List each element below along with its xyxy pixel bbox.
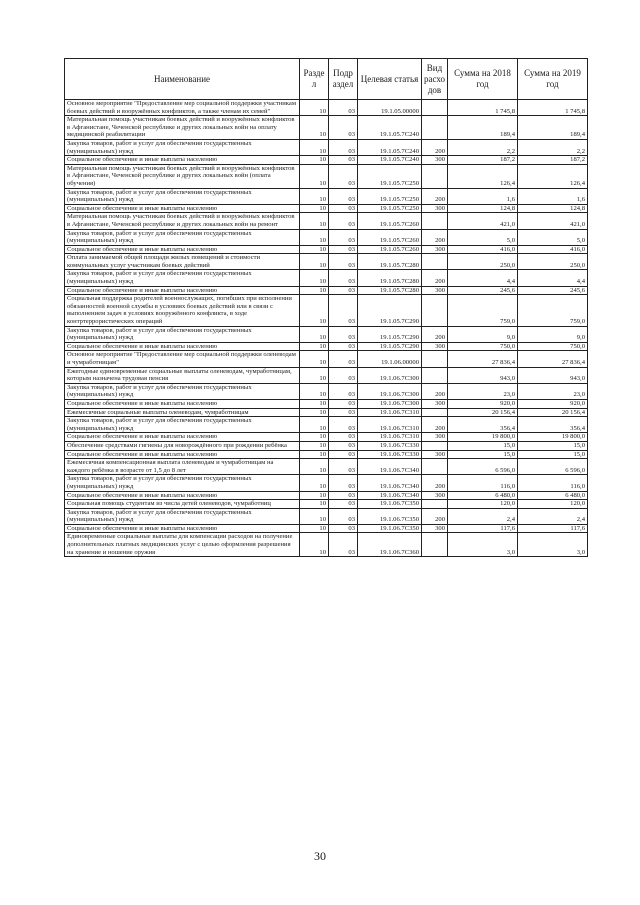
cell-podrazdel: 03 bbox=[329, 295, 358, 326]
header-name: Наименование bbox=[65, 59, 300, 100]
cell-podrazdel: 03 bbox=[329, 351, 358, 367]
cell-sum-2018: 759,0 bbox=[448, 295, 518, 326]
cell-sum-2019: 5,0 bbox=[518, 229, 588, 245]
cell-razdel: 10 bbox=[300, 417, 329, 433]
cell-sum-2019: 120,0 bbox=[518, 500, 588, 509]
cell-target-article: 19.1.05.7С250 bbox=[358, 188, 422, 204]
cell-name: Закупка товаров, работ и услуг для обеспечения государственных (муниципальных) нужд bbox=[65, 475, 300, 491]
cell-podrazdel: 03 bbox=[329, 204, 358, 213]
cell-podrazdel: 03 bbox=[329, 326, 358, 342]
cell-podrazdel: 03 bbox=[329, 417, 358, 433]
cell-razdel: 10 bbox=[300, 204, 329, 213]
cell-expense-type bbox=[422, 441, 448, 450]
cell-name: Закупка товаров, работ и услуг для обеспечения государственных (муниципальных) нужд bbox=[65, 508, 300, 524]
cell-expense-type bbox=[422, 500, 448, 509]
cell-target-article: 19.1.05.7С260 bbox=[358, 213, 422, 229]
cell-sum-2018: 27 836,4 bbox=[448, 351, 518, 367]
cell-sum-2019: 2,2 bbox=[518, 139, 588, 155]
cell-name: Социальное обеспечение и иные выплаты населению bbox=[65, 286, 300, 295]
cell-sum-2019: 23,0 bbox=[518, 383, 588, 399]
cell-podrazdel: 03 bbox=[329, 254, 358, 270]
cell-target-article: 19.1.06.7С340 bbox=[358, 491, 422, 500]
cell-target-article: 19.1.05.7С250 bbox=[358, 164, 422, 188]
cell-target-article: 19.1.06.7С300 bbox=[358, 383, 422, 399]
cell-sum-2018: 23,0 bbox=[448, 383, 518, 399]
cell-sum-2018: 920,0 bbox=[448, 399, 518, 408]
cell-name: Основное мероприятие "Предоставление мер социальной поддержки оленеводам и чумработницам" bbox=[65, 351, 300, 367]
cell-razdel: 10 bbox=[300, 116, 329, 140]
cell-razdel: 10 bbox=[300, 213, 329, 229]
cell-razdel: 10 bbox=[300, 367, 329, 383]
header-expense-type: Вид расхо дов bbox=[422, 59, 448, 100]
cell-razdel: 10 bbox=[300, 295, 329, 326]
cell-razdel: 10 bbox=[300, 188, 329, 204]
cell-name: Социальное обеспечение и иные выплаты населению bbox=[65, 399, 300, 408]
cell-podrazdel: 03 bbox=[329, 139, 358, 155]
cell-razdel: 10 bbox=[300, 254, 329, 270]
cell-name: Материальная помощь участникам боевых действий и вооружённых конфликтов в Афганистане, Чеченской республике и других локальных войн (оплата обучения) bbox=[65, 164, 300, 188]
cell-sum-2019: 356,4 bbox=[518, 417, 588, 433]
cell-expense-type bbox=[422, 533, 448, 557]
cell-podrazdel: 03 bbox=[329, 367, 358, 383]
cell-expense-type: 300 bbox=[422, 245, 448, 254]
cell-target-article: 19.1.06.7С330 bbox=[358, 450, 422, 459]
cell-sum-2018: 3,0 bbox=[448, 533, 518, 557]
table-row bbox=[65, 441, 588, 450]
budget-table bbox=[64, 58, 588, 557]
cell-sum-2018: 2,4 bbox=[448, 508, 518, 524]
cell-sum-2018: 943,0 bbox=[448, 367, 518, 383]
cell-name: Единовременные социальные выплаты для компенсации расходов на получение дополнительных платных медицинских услуг с целью оформления разрешения на хранение и ношение оружия bbox=[65, 533, 300, 557]
cell-target-article: 19.1.06.7С350 bbox=[358, 500, 422, 509]
cell-expense-type: 300 bbox=[422, 450, 448, 459]
cell-podrazdel: 03 bbox=[329, 286, 358, 295]
cell-name: Закупка товаров, работ и услуг для обеспечения государственных (муниципальных) нужд bbox=[65, 326, 300, 342]
cell-sum-2018: 9,0 bbox=[448, 326, 518, 342]
cell-sum-2018: 1 745,8 bbox=[448, 100, 518, 116]
cell-expense-type: 200 bbox=[422, 270, 448, 286]
cell-target-article: 19.1.06.7С310 bbox=[358, 433, 422, 442]
cell-sum-2018: 750,0 bbox=[448, 342, 518, 351]
cell-sum-2019: 6 596,0 bbox=[518, 459, 588, 475]
table-row bbox=[65, 116, 588, 140]
table-row bbox=[65, 433, 588, 442]
cell-target-article: 19.1.05.7С290 bbox=[358, 295, 422, 326]
cell-target-article: 19.1.05.7С280 bbox=[358, 286, 422, 295]
page-number: 30 bbox=[314, 849, 326, 863]
table-row bbox=[65, 417, 588, 433]
cell-sum-2018: 6 480,0 bbox=[448, 491, 518, 500]
cell-razdel: 10 bbox=[300, 399, 329, 408]
table-row bbox=[65, 500, 588, 509]
cell-razdel: 10 bbox=[300, 500, 329, 509]
cell-sum-2019: 15,0 bbox=[518, 450, 588, 459]
cell-name: Ежегодные единовременные социальные выплаты оленеводам, чумработницам, которым назначена трудовая пенсия bbox=[65, 367, 300, 383]
cell-sum-2018: 19 800,0 bbox=[448, 433, 518, 442]
header-sum-2018: Сумма на 2018 год bbox=[448, 59, 518, 100]
cell-razdel: 10 bbox=[300, 459, 329, 475]
cell-sum-2018: 2,2 bbox=[448, 139, 518, 155]
cell-razdel: 10 bbox=[300, 342, 329, 351]
table-row bbox=[65, 188, 588, 204]
cell-name: Социальное обеспечение и иные выплаты населению bbox=[65, 204, 300, 213]
cell-sum-2018: 245,6 bbox=[448, 286, 518, 295]
cell-name: Социальная поддержка родителей военнослужащих, погибших при исполнении обязанностей военной службы в условиях боевых действий или в связи с выполнением задач в условиях вооружённого конфликта, в ходе контртеррористических операций bbox=[65, 295, 300, 326]
cell-target-article: 19.1.06.7С310 bbox=[358, 408, 422, 417]
cell-sum-2019: 421,0 bbox=[518, 213, 588, 229]
cell-target-article: 19.1.05.7С260 bbox=[358, 245, 422, 254]
cell-sum-2019: 245,6 bbox=[518, 286, 588, 295]
cell-sum-2018: 189,4 bbox=[448, 116, 518, 140]
cell-name: Материальная помощь участникам боевых действий и вооружённых конфликтов в Афганистане, Чеченской республике и других локальных войн на ремонт bbox=[65, 213, 300, 229]
table-row bbox=[65, 295, 588, 326]
cell-expense-type: 200 bbox=[422, 475, 448, 491]
cell-name: Социальное обеспечение и иные выплаты населению bbox=[65, 524, 300, 533]
cell-sum-2019: 1 745,8 bbox=[518, 100, 588, 116]
cell-target-article: 19.1.06.7С300 bbox=[358, 399, 422, 408]
cell-target-article: 19.1.06.7С330 bbox=[358, 441, 422, 450]
cell-target-article: 19.1.05.7С290 bbox=[358, 342, 422, 351]
cell-name: Ежемесячные социальные выплаты оленеводам, чумработницам bbox=[65, 408, 300, 417]
cell-expense-type bbox=[422, 164, 448, 188]
cell-name: Закупка товаров, работ и услуг для обеспечения государственных (муниципальных) нужд bbox=[65, 417, 300, 433]
cell-sum-2018: 120,0 bbox=[448, 500, 518, 509]
table-row bbox=[65, 508, 588, 524]
table-row bbox=[65, 450, 588, 459]
cell-target-article: 19.1.06.7С350 bbox=[358, 524, 422, 533]
cell-expense-type bbox=[422, 100, 448, 116]
table-row bbox=[65, 286, 588, 295]
cell-sum-2019: 6 480,0 bbox=[518, 491, 588, 500]
cell-razdel: 10 bbox=[300, 286, 329, 295]
cell-target-article: 19.1.06.7С300 bbox=[358, 367, 422, 383]
cell-expense-type: 300 bbox=[422, 491, 448, 500]
cell-razdel: 10 bbox=[300, 351, 329, 367]
cell-podrazdel: 03 bbox=[329, 270, 358, 286]
cell-podrazdel: 03 bbox=[329, 491, 358, 500]
cell-name: Социальное обеспечение и иные выплаты населению bbox=[65, 433, 300, 442]
cell-sum-2018: 421,0 bbox=[448, 213, 518, 229]
header-podrazdel: Подр аздел bbox=[329, 59, 358, 100]
cell-sum-2019: 2,4 bbox=[518, 508, 588, 524]
cell-expense-type: 200 bbox=[422, 508, 448, 524]
cell-razdel: 10 bbox=[300, 229, 329, 245]
cell-expense-type: 300 bbox=[422, 156, 448, 165]
cell-sum-2019: 189,4 bbox=[518, 116, 588, 140]
cell-podrazdel: 03 bbox=[329, 383, 358, 399]
cell-name: Закупка товаров, работ и услуг для обеспечения государственных (муниципальных) нужд bbox=[65, 139, 300, 155]
cell-sum-2018: 356,4 bbox=[448, 417, 518, 433]
table-row bbox=[65, 459, 588, 475]
cell-expense-type bbox=[422, 254, 448, 270]
cell-razdel: 10 bbox=[300, 383, 329, 399]
cell-podrazdel: 03 bbox=[329, 116, 358, 140]
cell-sum-2018: 6 596,0 bbox=[448, 459, 518, 475]
cell-target-article: 19.1.06.7С350 bbox=[358, 508, 422, 524]
cell-expense-type: 200 bbox=[422, 188, 448, 204]
cell-expense-type bbox=[422, 408, 448, 417]
cell-podrazdel: 03 bbox=[329, 533, 358, 557]
cell-sum-2018: 5,0 bbox=[448, 229, 518, 245]
cell-razdel: 10 bbox=[300, 524, 329, 533]
cell-name: Закупка товаров, работ и услуг для обеспечения государственных (муниципальных) нужд bbox=[65, 188, 300, 204]
cell-razdel: 10 bbox=[300, 533, 329, 557]
cell-name: Социальное обеспечение и иные выплаты населению bbox=[65, 156, 300, 165]
cell-podrazdel: 03 bbox=[329, 450, 358, 459]
table-row bbox=[65, 351, 588, 367]
table-row bbox=[65, 491, 588, 500]
cell-razdel: 10 bbox=[300, 270, 329, 286]
cell-target-article: 19.1.05.00000 bbox=[358, 100, 422, 116]
cell-sum-2018: 124,8 bbox=[448, 204, 518, 213]
cell-name: Социальное обеспечение и иные выплаты населению bbox=[65, 491, 300, 500]
cell-sum-2019: 1,6 bbox=[518, 188, 588, 204]
cell-name: Социальное обеспечение и иные выплаты населению bbox=[65, 450, 300, 459]
cell-podrazdel: 03 bbox=[329, 188, 358, 204]
cell-razdel: 10 bbox=[300, 433, 329, 442]
cell-expense-type: 300 bbox=[422, 342, 448, 351]
table-row bbox=[65, 254, 588, 270]
cell-expense-type bbox=[422, 295, 448, 326]
cell-expense-type bbox=[422, 351, 448, 367]
cell-expense-type: 200 bbox=[422, 417, 448, 433]
cell-expense-type: 300 bbox=[422, 399, 448, 408]
table-row bbox=[65, 270, 588, 286]
cell-razdel: 10 bbox=[300, 100, 329, 116]
cell-expense-type bbox=[422, 213, 448, 229]
cell-target-article: 19.1.05.7С250 bbox=[358, 204, 422, 213]
cell-razdel: 10 bbox=[300, 441, 329, 450]
cell-razdel: 10 bbox=[300, 326, 329, 342]
cell-sum-2019: 117,6 bbox=[518, 524, 588, 533]
cell-sum-2018: 416,0 bbox=[448, 245, 518, 254]
cell-expense-type: 300 bbox=[422, 524, 448, 533]
cell-expense-type bbox=[422, 367, 448, 383]
cell-sum-2018: 1,6 bbox=[448, 188, 518, 204]
table-row bbox=[65, 342, 588, 351]
cell-expense-type: 200 bbox=[422, 229, 448, 245]
cell-sum-2018: 20 156,4 bbox=[448, 408, 518, 417]
table-row bbox=[65, 475, 588, 491]
cell-sum-2018: 15,0 bbox=[448, 450, 518, 459]
cell-sum-2018: 250,0 bbox=[448, 254, 518, 270]
table-row bbox=[65, 229, 588, 245]
cell-target-article: 19.1.05.7С280 bbox=[358, 254, 422, 270]
cell-sum-2019: 3,0 bbox=[518, 533, 588, 557]
cell-sum-2019: 116,0 bbox=[518, 475, 588, 491]
cell-sum-2019: 920,0 bbox=[518, 399, 588, 408]
table-row bbox=[65, 524, 588, 533]
cell-name: Социальное обеспечение и иные выплаты населению bbox=[65, 245, 300, 254]
cell-target-article: 19.1.05.7С240 bbox=[358, 156, 422, 165]
cell-target-article: 19.1.05.7С240 bbox=[358, 139, 422, 155]
cell-razdel: 10 bbox=[300, 475, 329, 491]
cell-sum-2019: 19 800,0 bbox=[518, 433, 588, 442]
cell-expense-type: 300 bbox=[422, 433, 448, 442]
cell-name: Материальная помощь участникам боевых действий и вооружённых конфликтов в Афганистане, Чеченской республике и других локальных войн на оплату медицинской реабилитации bbox=[65, 116, 300, 140]
cell-expense-type: 200 bbox=[422, 139, 448, 155]
table-row bbox=[65, 383, 588, 399]
cell-expense-type bbox=[422, 116, 448, 140]
cell-target-article: 19.1.05.7С240 bbox=[358, 116, 422, 140]
table-row bbox=[65, 213, 588, 229]
cell-target-article: 19.1.06.7С310 bbox=[358, 417, 422, 433]
cell-razdel: 10 bbox=[300, 508, 329, 524]
cell-razdel: 10 bbox=[300, 408, 329, 417]
cell-target-article: 19.1.05.7С260 bbox=[358, 229, 422, 245]
cell-podrazdel: 03 bbox=[329, 213, 358, 229]
cell-sum-2019: 27 836,4 bbox=[518, 351, 588, 367]
table-row bbox=[65, 204, 588, 213]
cell-target-article: 19.1.06.00000 bbox=[358, 351, 422, 367]
cell-sum-2019: 943,0 bbox=[518, 367, 588, 383]
cell-podrazdel: 03 bbox=[329, 399, 358, 408]
cell-sum-2018: 117,6 bbox=[448, 524, 518, 533]
table-row bbox=[65, 399, 588, 408]
cell-sum-2019: 15,0 bbox=[518, 441, 588, 450]
cell-razdel: 10 bbox=[300, 164, 329, 188]
header-razdel: Разде л bbox=[300, 59, 329, 100]
cell-razdel: 10 bbox=[300, 491, 329, 500]
cell-expense-type: 300 bbox=[422, 204, 448, 213]
cell-podrazdel: 03 bbox=[329, 342, 358, 351]
cell-target-article: 19.1.06.7С340 bbox=[358, 459, 422, 475]
table-body bbox=[65, 100, 588, 557]
cell-podrazdel: 03 bbox=[329, 524, 358, 533]
cell-sum-2018: 4,4 bbox=[448, 270, 518, 286]
cell-sum-2019: 750,0 bbox=[518, 342, 588, 351]
cell-podrazdel: 03 bbox=[329, 245, 358, 254]
cell-sum-2019: 4,4 bbox=[518, 270, 588, 286]
cell-sum-2019: 9,0 bbox=[518, 326, 588, 342]
cell-target-article: 19.1.06.7С360 bbox=[358, 533, 422, 557]
cell-razdel: 10 bbox=[300, 450, 329, 459]
cell-name: Оплата занимаемой общей площади жилых помещений и стоимости коммунальных услуг участникам боевых действий bbox=[65, 254, 300, 270]
cell-podrazdel: 03 bbox=[329, 433, 358, 442]
cell-expense-type: 300 bbox=[422, 286, 448, 295]
table-row bbox=[65, 164, 588, 188]
cell-name: Основное мероприятие "Предоставление мер социальной поддержки участникам боевых действий и вооружённых конфликтов, а также членам их семей" bbox=[65, 100, 300, 116]
cell-name: Социальное обеспечение и иные выплаты населению bbox=[65, 342, 300, 351]
cell-expense-type: 200 bbox=[422, 383, 448, 399]
cell-sum-2018: 126,4 bbox=[448, 164, 518, 188]
table-row bbox=[65, 367, 588, 383]
cell-sum-2018: 187,2 bbox=[448, 156, 518, 165]
cell-sum-2019: 20 156,4 bbox=[518, 408, 588, 417]
table-row bbox=[65, 533, 588, 557]
cell-name: Ежемесячная компенсационная выплата оленеводам и чумработницам на каждого ребёнка в возрасте от 1,5 до 8 лет bbox=[65, 459, 300, 475]
cell-expense-type: 200 bbox=[422, 326, 448, 342]
cell-sum-2019: 416,0 bbox=[518, 245, 588, 254]
header-target-article: Целевая статья bbox=[358, 59, 422, 100]
cell-expense-type bbox=[422, 459, 448, 475]
cell-podrazdel: 03 bbox=[329, 408, 358, 417]
cell-podrazdel: 03 bbox=[329, 441, 358, 450]
cell-name: Закупка товаров, работ и услуг для обеспечения государственных (муниципальных) нужд bbox=[65, 229, 300, 245]
table-row bbox=[65, 139, 588, 155]
cell-sum-2018: 15,0 bbox=[448, 441, 518, 450]
cell-podrazdel: 03 bbox=[329, 475, 358, 491]
table-row bbox=[65, 245, 588, 254]
cell-sum-2019: 187,2 bbox=[518, 156, 588, 165]
table-header-row bbox=[65, 59, 588, 100]
cell-target-article: 19.1.06.7С340 bbox=[358, 475, 422, 491]
header-sum-2019: Сумма на 2019 год bbox=[518, 59, 588, 100]
cell-name: Социальная помощь студентам из числа детей оленеводов, чумработниц bbox=[65, 500, 300, 509]
cell-name: Закупка товаров, работ и услуг для обеспечения государственных (муниципальных) нужд bbox=[65, 270, 300, 286]
cell-podrazdel: 03 bbox=[329, 100, 358, 116]
cell-podrazdel: 03 bbox=[329, 229, 358, 245]
cell-podrazdel: 03 bbox=[329, 500, 358, 509]
cell-razdel: 10 bbox=[300, 156, 329, 165]
cell-podrazdel: 03 bbox=[329, 156, 358, 165]
cell-podrazdel: 03 bbox=[329, 164, 358, 188]
cell-target-article: 19.1.05.7С280 bbox=[358, 270, 422, 286]
cell-sum-2019: 759,0 bbox=[518, 295, 588, 326]
cell-razdel: 10 bbox=[300, 245, 329, 254]
table-row bbox=[65, 100, 588, 116]
cell-sum-2019: 124,8 bbox=[518, 204, 588, 213]
table-row bbox=[65, 408, 588, 417]
table-row bbox=[65, 156, 588, 165]
cell-sum-2019: 250,0 bbox=[518, 254, 588, 270]
cell-sum-2018: 116,0 bbox=[448, 475, 518, 491]
cell-name: Закупка товаров, работ и услуг для обеспечения государственных (муниципальных) нужд bbox=[65, 383, 300, 399]
cell-podrazdel: 03 bbox=[329, 459, 358, 475]
cell-target-article: 19.1.05.7С290 bbox=[358, 326, 422, 342]
cell-sum-2019: 126,4 bbox=[518, 164, 588, 188]
table-row bbox=[65, 326, 588, 342]
cell-razdel: 10 bbox=[300, 139, 329, 155]
cell-name: Обеспечение средствами гигиены для новорождённого при рождении ребёнка bbox=[65, 441, 300, 450]
cell-podrazdel: 03 bbox=[329, 508, 358, 524]
